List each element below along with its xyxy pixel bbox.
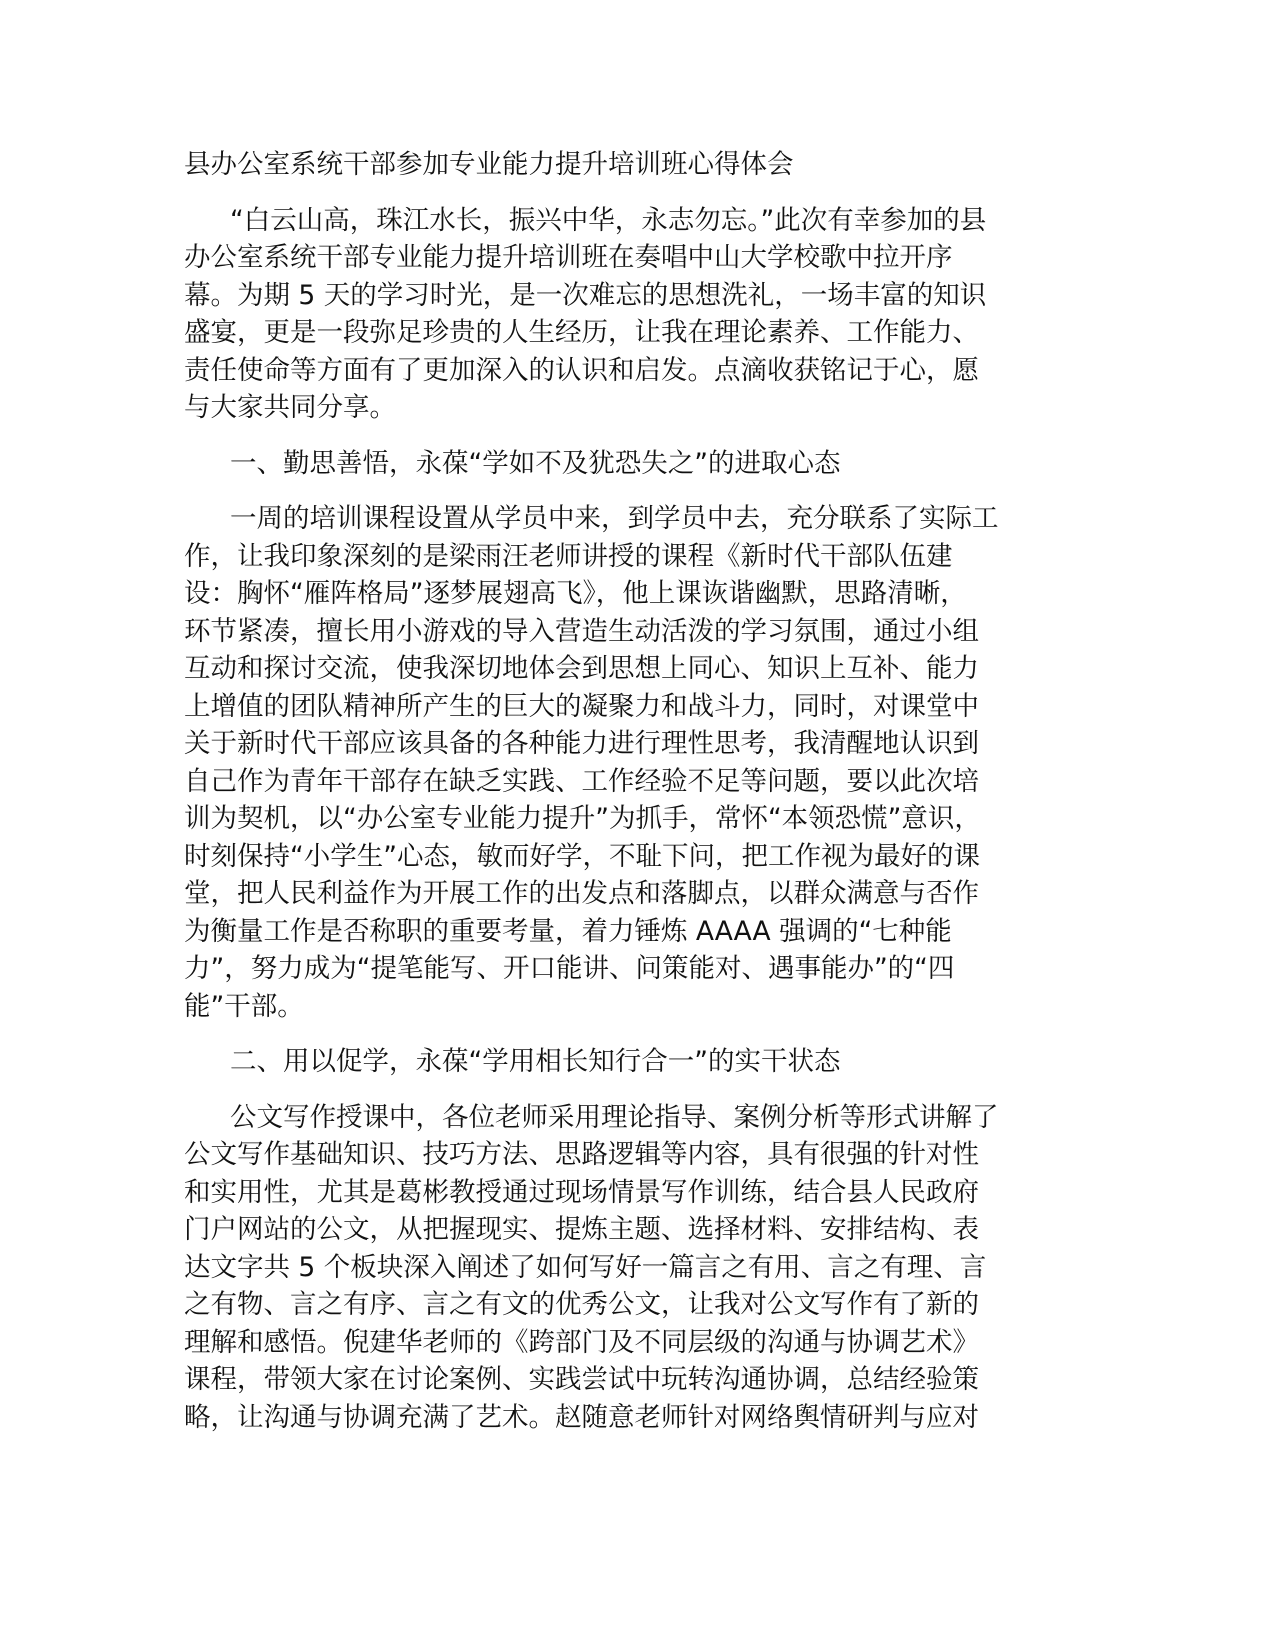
- text-line: 盛宴，更是一段弥足珍贵的人生经历，让我在理论素养、工作能力、: [184, 317, 979, 348]
- text-line: 门户网站的公文，从把握现实、提炼主题、选择材料、安排结构、表: [184, 1214, 979, 1245]
- text-line: 公文写作授课中，各位老师采用理论指导、案例分析等形式讲解了: [230, 1101, 999, 1133]
- text-line: 幕。为期 5 天的学习时光，是一次难忘的思想洗礼，一场丰富的知识: [184, 279, 987, 311]
- text-line: 时刻保持“小学生”心态，敏而好学，不耻下问，把工作视为最好的课: [184, 840, 980, 872]
- text-line: 为衡量工作是否称职的重要考量，着力锤炼 AAAA 强调的“七种能: [184, 915, 952, 947]
- text-line: 力”，努力成为“提笔能写、开口能讲、问策能对、遇事能办”的“四: [184, 953, 955, 984]
- document-body: [184, 146, 1084, 1454]
- text-line: 环节紧凑，擅长用小游戏的导入营造生动活泼的学习氛围，通过小组: [184, 615, 979, 647]
- text-line: 作，让我印象深刻的是梁雨汪老师讲授的课程《新时代干部队伍建: [184, 540, 953, 572]
- section-2-paragraph: [184, 1099, 1084, 1437]
- text-line: 自己作为青年干部存在缺乏实践、工作经验不足等问题，要以此次培: [184, 765, 979, 797]
- text-line: 课程，带领大家在讨论案例、实践尝试中玩转沟通协调，总结经验策: [184, 1364, 979, 1395]
- text-line: 设：胸怀“雁阵格局”逐梦展翅高飞》，他上课诙谐幽默，思路清晰，: [184, 578, 967, 609]
- text-line: 理解和感悟。倪建华老师的《跨部门及不同层级的沟通与协调艺术》: [184, 1326, 979, 1358]
- text-line: 关于新时代干部应该具备的各种能力进行理性思考，我清醒地认识到: [184, 728, 979, 759]
- text-line: 堂，把人民利益作为开展工作的出发点和落脚点，以群众满意与否作: [184, 878, 979, 909]
- section-heading-1: 一、勤思善悟，永葆“学如不及犹恐失之”的进取心态: [230, 447, 841, 479]
- text-line: “白云山高，珠江水长，振兴中华，永志勿忘。”此次有幸参加的县: [230, 204, 987, 236]
- intro-paragraph: [184, 202, 1084, 427]
- text-line: 之有物、言之有序、言之有文的优秀公文，让我对公文写作有了新的: [184, 1289, 979, 1320]
- text-line: 训为契机，以“办公室专业能力提升”为抓手，常怀“本领恐慌”意识，: [184, 803, 981, 834]
- document-title: 县办公室系统干部参加专业能力提升培训班心得体会: [184, 149, 794, 180]
- section-heading-2: 二、用以促学，永葆“学用相长知行合一”的实干状态: [230, 1046, 841, 1077]
- text-line: 和实用性，尤其是葛彬教授通过现场情景写作训练，结合县人民政府: [184, 1176, 979, 1208]
- text-line: 能”干部。: [184, 990, 304, 1022]
- text-line: 公文写作基础知识、技巧方法、思路逻辑等内容，具有很强的针对性: [184, 1139, 979, 1170]
- section-1-paragraph: [184, 500, 1084, 1025]
- text-line: 办公室系统干部专业能力提升培训班在奏唱中山大学校歌中拉开序: [184, 242, 953, 273]
- text-line: 互动和探讨交流，使我深切地体会到思想上同心、知识上互补、能力: [184, 653, 979, 684]
- text-line: 一周的培训课程设置从学员中来，到学员中去，充分联系了实际工: [230, 503, 999, 534]
- text-line: 达文字共 5 个板块深入阐述了如何写好一篇言之有用、言之有理、言: [184, 1251, 987, 1283]
- text-line: 上增值的团队精神所产生的巨大的凝聚力和战斗力，同时，对课堂中: [184, 690, 979, 722]
- text-line: 略，让沟通与协调充满了艺术。赵随意老师针对网络舆情研判与应对: [184, 1401, 979, 1433]
- text-line: 责任使命等方面有了更加深入的认识和启发。点滴收获铭记于心，愿: [184, 354, 979, 386]
- text-line: 与大家共同分享。: [184, 392, 396, 423]
